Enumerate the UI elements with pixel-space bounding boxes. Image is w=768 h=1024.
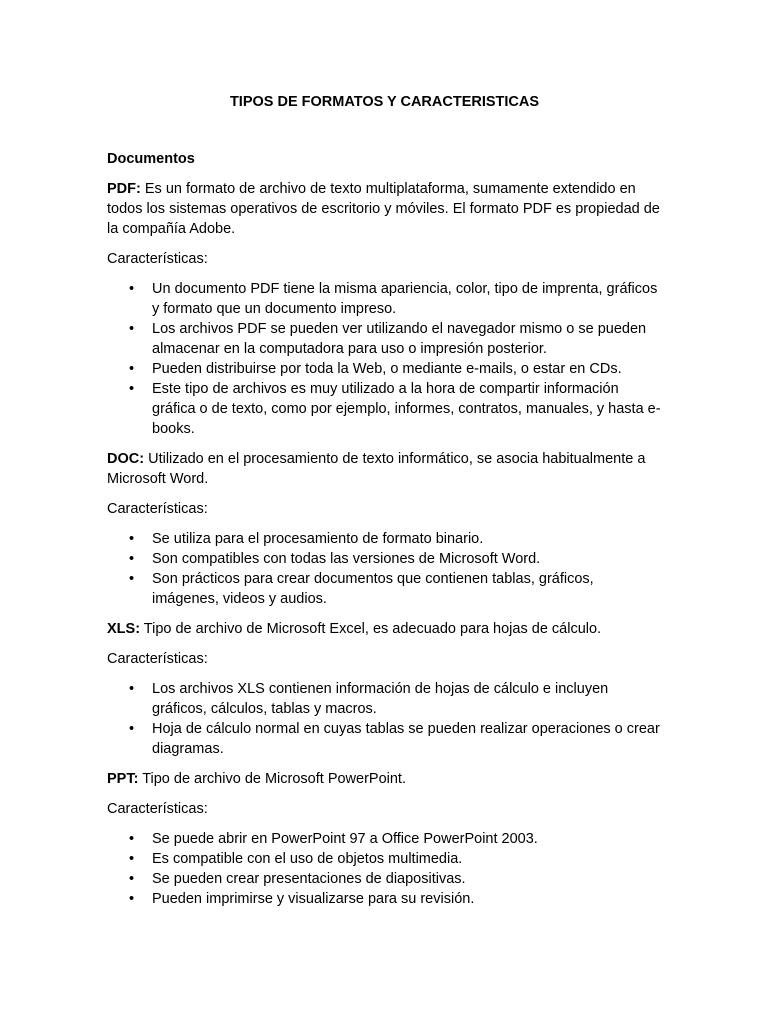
format-description-text: Utilizado en el procesamiento de texto informático, se asocia habitualmente a Microsoft Word. bbox=[107, 451, 646, 487]
bullet-icon: • bbox=[129, 361, 135, 377]
list-item bbox=[107, 569, 662, 609]
list-item-text: Pueden distribuirse por toda la Web, o mediante e-mails, o estar en CDs. bbox=[152, 361, 622, 377]
list-item bbox=[107, 679, 662, 719]
format-description bbox=[107, 619, 662, 639]
characteristics-label: Características: bbox=[107, 651, 208, 667]
characteristics-label: Características: bbox=[107, 801, 208, 817]
list-item-text: Hoja de cálculo normal en cuyas tablas se pueden realizar operaciones o crear diagramas. bbox=[152, 721, 660, 757]
document-content bbox=[107, 149, 662, 919]
format-sections bbox=[107, 179, 662, 909]
format-label: PDF: bbox=[107, 181, 141, 197]
list-item bbox=[107, 529, 662, 549]
list-item-text: Un documento PDF tiene la misma apariencia, color, tipo de imprenta, gráficos y formato que un documento impreso. bbox=[152, 281, 658, 317]
list-item-text: Se utiliza para el procesamiento de formato binario. bbox=[152, 531, 484, 547]
list-item-text: Son compatibles con todas las versiones de Microsoft Word. bbox=[152, 551, 541, 567]
bullet-icon: • bbox=[129, 851, 135, 867]
format-section bbox=[107, 769, 662, 909]
characteristics-list bbox=[107, 279, 662, 439]
bullet-icon: • bbox=[129, 551, 135, 567]
format-label: XLS: bbox=[107, 621, 141, 637]
page-title: TIPOS DE FORMATOS Y CARACTERISTICAS bbox=[229, 94, 540, 110]
characteristics-list bbox=[107, 679, 662, 759]
format-section bbox=[107, 179, 662, 439]
bullet-icon: • bbox=[129, 381, 135, 397]
format-description-text: Es un formato de archivo de texto multiplataforma, sumamente extendido en todos los sistemas operativos de escritorio y móviles. El formato PDF es propiedad de la compañía Adobe. bbox=[107, 181, 660, 237]
list-item-text: Pueden imprimirse y visualizarse para su revisión. bbox=[152, 891, 475, 907]
characteristics-label: Características: bbox=[107, 501, 208, 517]
bullet-icon: • bbox=[129, 681, 135, 697]
format-label: DOC: bbox=[107, 451, 145, 467]
format-section bbox=[107, 619, 662, 759]
list-item-text: Son prácticos para crear documentos que contienen tablas, gráficos, imágenes, videos y audios. bbox=[152, 571, 594, 607]
format-description bbox=[107, 449, 662, 489]
bullet-icon: • bbox=[129, 321, 135, 337]
list-item bbox=[107, 719, 662, 759]
section-heading: Documentos bbox=[107, 151, 195, 167]
bullet-icon: • bbox=[129, 891, 135, 907]
list-item bbox=[107, 279, 662, 319]
list-item bbox=[107, 379, 662, 439]
bullet-icon: • bbox=[129, 721, 135, 737]
characteristics-label: Características: bbox=[107, 251, 208, 267]
list-item bbox=[107, 829, 662, 849]
format-label: PPT: bbox=[107, 771, 139, 787]
list-item bbox=[107, 869, 662, 889]
list-item bbox=[107, 319, 662, 359]
list-item-text: Se pueden crear presentaciones de diapositivas. bbox=[152, 871, 466, 887]
bullet-icon: • bbox=[129, 871, 135, 887]
characteristics-list bbox=[107, 829, 662, 909]
bullet-icon: • bbox=[129, 531, 135, 547]
format-description-text: Tipo de archivo de Microsoft PowerPoint. bbox=[138, 771, 406, 787]
list-item-text: Los archivos XLS contienen información de hojas de cálculo e incluyen gráficos, cálculos, tablas y macros. bbox=[152, 681, 609, 717]
format-description-text: Tipo de archivo de Microsoft Excel, es adecuado para hojas de cálculo. bbox=[140, 621, 602, 637]
list-item bbox=[107, 849, 662, 869]
list-item bbox=[107, 359, 662, 379]
format-section bbox=[107, 449, 662, 609]
bullet-icon: • bbox=[129, 281, 135, 297]
bullet-icon: • bbox=[129, 571, 135, 587]
list-item-text: Se puede abrir en PowerPoint 97 a Office PowerPoint 2003. bbox=[152, 831, 538, 847]
bullet-icon: • bbox=[129, 831, 135, 847]
list-item-text: Los archivos PDF se pueden ver utilizando el navegador mismo o se pueden almacenar en la computadora para uso o impresión posterior. bbox=[152, 321, 647, 357]
list-item bbox=[107, 549, 662, 569]
list-item-text: Es compatible con el uso de objetos multimedia. bbox=[152, 851, 463, 867]
characteristics-list bbox=[107, 529, 662, 609]
format-description bbox=[107, 769, 662, 789]
list-item-text: Este tipo de archivos es muy utilizado a la hora de compartir información gráfica o de texto, como por ejemplo, informes, contratos, manuales, y hasta e-books. bbox=[152, 381, 661, 437]
format-description bbox=[107, 179, 662, 239]
list-item bbox=[107, 889, 662, 909]
